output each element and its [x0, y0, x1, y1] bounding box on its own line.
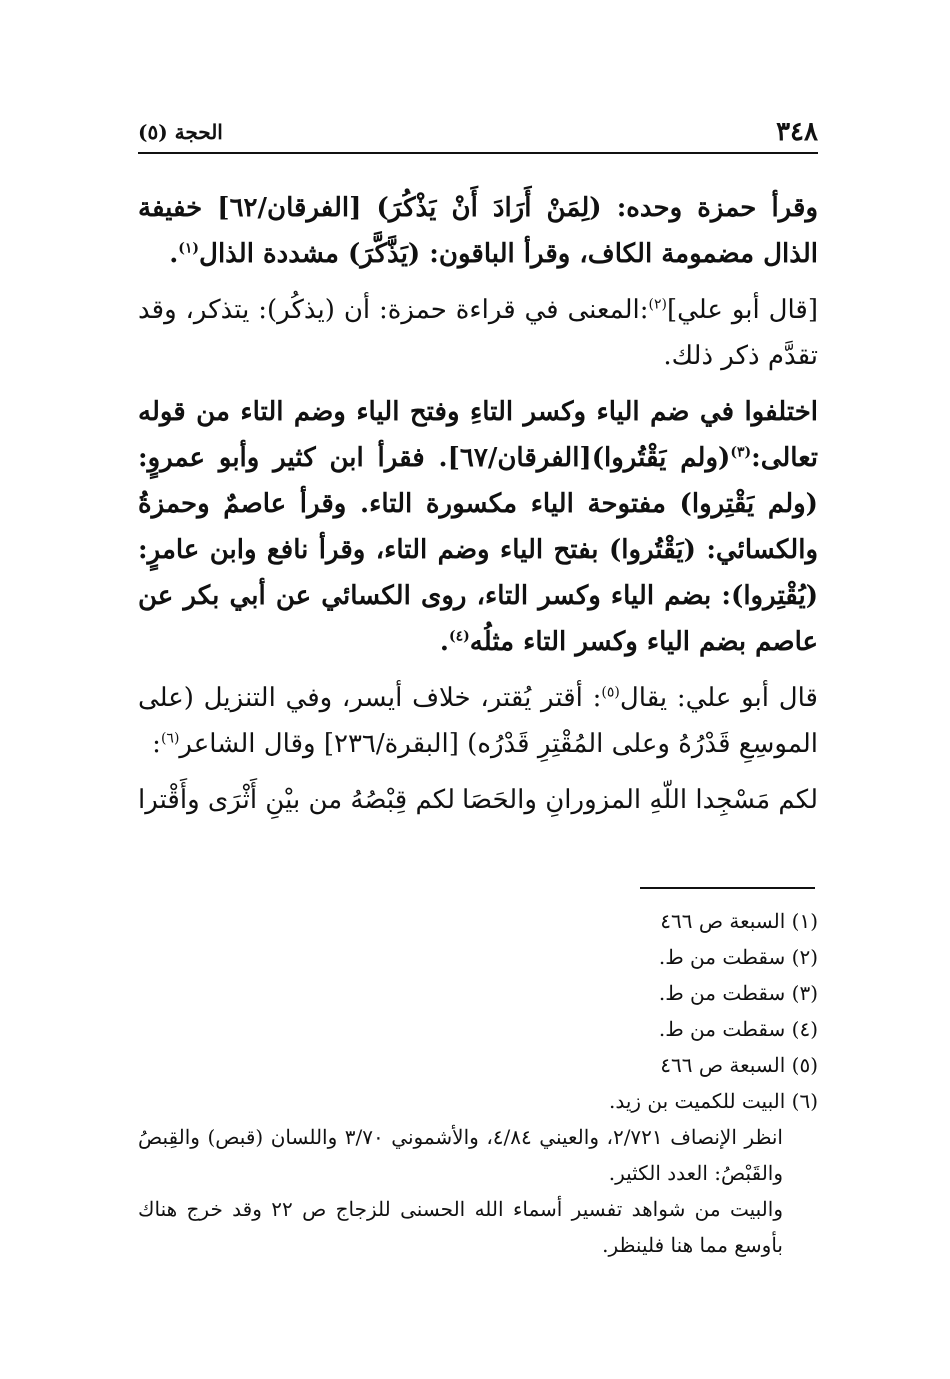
paragraph-3-end: .	[439, 627, 449, 657]
paragraph-1-text: وقرأ حمزة وحده: (لِمَنْ أَرَادَ أَنْ يَذْكُرَ) [الفرقان/٦٢] خفيفة الذال مضمومة الكاف، وقرأ الباقون: (يَذَّكَّرَ) مشددة الذال	[138, 193, 818, 269]
footnotes	[138, 903, 818, 1263]
footnote-divider	[640, 887, 815, 889]
main-text	[138, 185, 818, 823]
footnote-ref-1: (١)	[178, 240, 200, 257]
footnote-ref-4: (٤)	[448, 628, 470, 645]
paragraph-2-text-a: [قال أبو علي]	[666, 295, 818, 325]
footnote-6-sources: انظر الإنصاف ٢/٧٢١، والعيني ٤/٨٤، والأشموني ٣/٧٠ واللسان (قبص) والقِبصُ والقَبْصُ: العدد الكثير.	[138, 1125, 783, 1185]
paragraph-1-end: .	[169, 239, 179, 269]
poem-second-hemistich: لكم قِبْصُهُ من بيْنِ أَثْرَى وأَقْترا	[138, 785, 456, 815]
paragraph-2	[138, 287, 818, 379]
footnote-ref-5: (٥)	[601, 684, 620, 701]
paragraph-2-text-b: :المعنى في قراءة حمزة: أن (يذكُر): يتذكر، وقد تقدَّم ذكر ذلك.	[138, 295, 818, 371]
footnote-2: (٢) سقطت من ط.	[658, 945, 818, 969]
paragraph-4-text-b: : أقتر يُقتر، خلاف أيسر، وفي التنزيل (على الموسِعِ قَدْرُهُ وعلى المُقْتِرِ قَدْرُه) [البقرة/٢٣٦] وقال الشاعر	[138, 683, 818, 759]
footnote-5: (٥) السبعة ص ٤٦٦	[660, 1053, 818, 1077]
footnote-1: (١) السبعة ص ٤٦٦	[660, 909, 818, 933]
footnote-6-reference: والبيت من شواهد تفسير أسماء الله الحسنى للزجاج ص ٢٢ وقد خرج هناك بأوسع مما هنا فلينظر.	[138, 1197, 783, 1257]
footnote-ref-3: (٣)	[730, 444, 752, 461]
footnote-ref-6: (٦)	[160, 730, 180, 747]
poem-first-hemistich: لكم مَسْجِدا اللّهِ المزورانِ والحَصَا	[461, 785, 818, 815]
footnote-4: (٤) سقطت من ط.	[658, 1017, 818, 1041]
paragraph-3	[138, 389, 818, 665]
running-title: الحجة (٥)	[138, 120, 223, 144]
page-number: ٣٤٨	[776, 117, 818, 147]
paragraph-4-end: :	[152, 729, 161, 759]
paragraph-4	[138, 675, 818, 767]
paragraph-4-text-a: قال أبو علي: يقال	[619, 683, 818, 713]
footnote-6: (٦) البيت للكميت بن زيد.	[608, 1089, 818, 1113]
paragraph-3-text-a: اختلفوا في ضم الياء وكسر التاءِ وفتح الياء وضم التاء من قوله تعالى:	[138, 397, 819, 473]
paragraph-1	[138, 185, 818, 277]
page-header	[138, 112, 818, 154]
footnote-ref-2: (٢)	[648, 296, 667, 313]
paragraph-3-text-b: (ولم يَقْتُروا)[الفرقان/٦٧]. فقرأ ابن كثير وأبو عمروٍ: (ولم يَقْتِروا) مفتوحة الياء مكسورة التاء. وقرأ عاصمٌ وحمزةُ والكسائي: (يَقْتُروا) بفتح الياء وضم التاء، وقرأ نافع وابن عامرٍ: (يُقْتِروا): بضم الياء وكسر التاء، روى الكسائي عن أبي بكر عن عاصم بضم الياء وكسر التاء مثلُه	[138, 443, 818, 657]
poem-verse	[138, 777, 818, 823]
footnote-3: (٣) سقطت من ط.	[658, 981, 818, 1005]
